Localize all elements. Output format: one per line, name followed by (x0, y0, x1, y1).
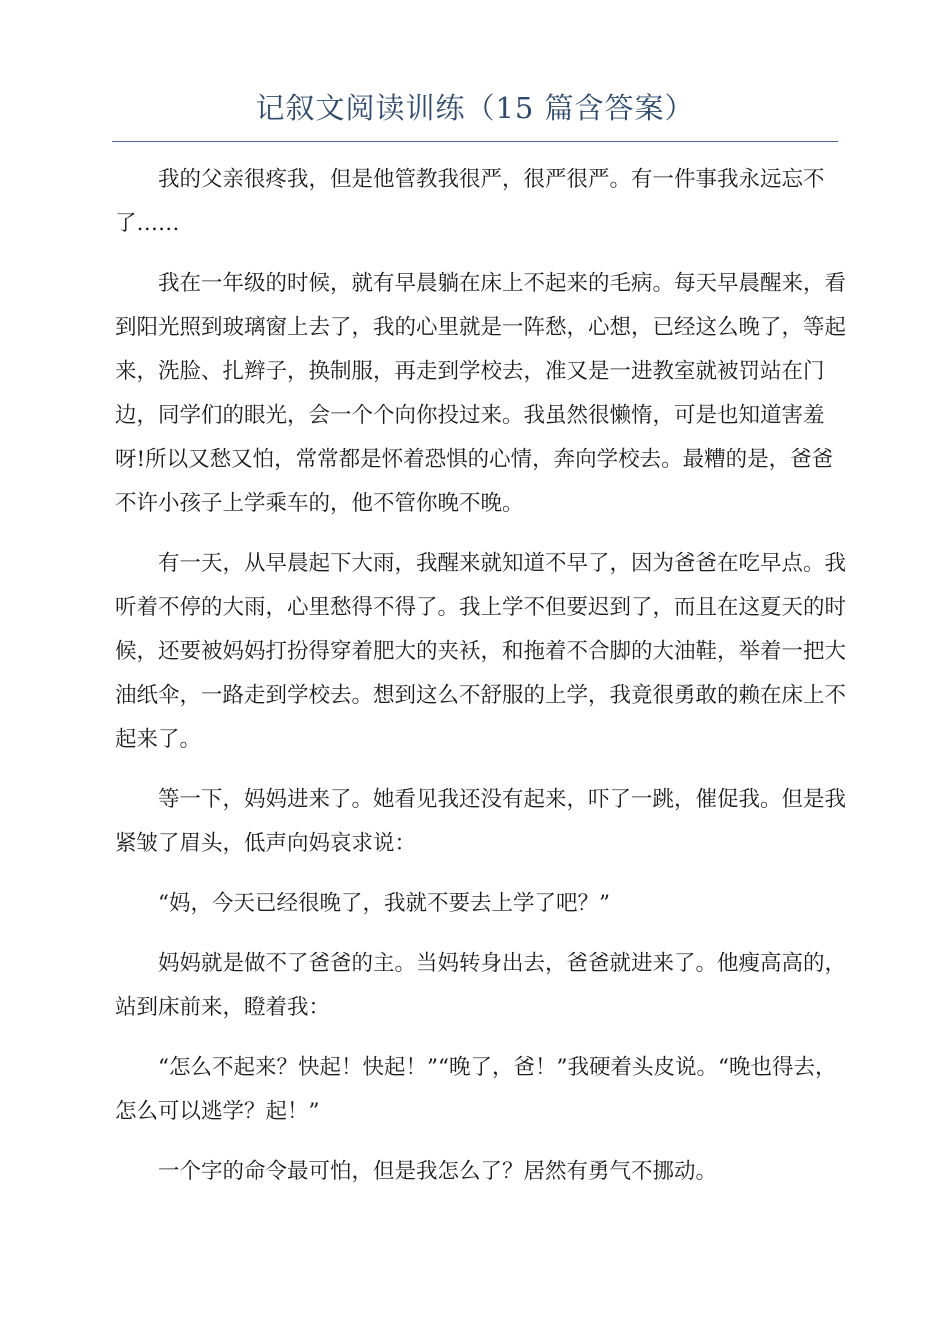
paragraph-6: 妈妈就是做不了爸爸的主。当妈转身出去，爸爸就进来了。他瘦高高的，站到床前来，瞪着我： (115, 951, 847, 1020)
paragraph-5: “妈，今天已经很晚了，我就不要去上学了吧？” (158, 891, 610, 916)
document-body (115, 158, 853, 1210)
paragraph-3: 有一天，从早晨起下大雨，我醒来就知道不早了，因为爸爸在吃早点。我听着不停的大雨，心里愁得不得了。我上学不但要迟到了，而且在这夏天的时候，还要被妈妈打扮得穿着肥大的夹袄，和拖着不合脚的大油鞋，举着一把大油纸伞，一路走到学校去。想到这么不舒服的上学，我竟很勇敢的赖在床上不起来了。 (115, 551, 847, 752)
paragraph-8: 一个字的命令最可怕，但是我怎么了？居然有勇气不挪动。 (158, 1159, 718, 1184)
paragraph-2: 我在一年级的时候，就有早晨躺在床上不起来的毛病。每天早晨醒来，看到阳光照到玻璃窗上去了，我的心里就是一阵愁，心想，已经这么晚了，等起来，洗脸、扎辫子，换制服，再走到学校去，准又是一进教室就被罚站在门边，同学们的眼光，会一个个向你投过来。我虽然很懒惰，可是也知道害羞呀!所以又愁又怕，常常都是怀着恐惧的心情，奔向学校去。最糟的是，爸爸不许小孩子上学乘车的，他不管你晚不晚。 (115, 271, 847, 516)
document-title: 记叙文阅读训练（15 篇含答案） (255, 91, 695, 125)
paragraph-4: 等一下，妈妈进来了。她看见我还没有起来，吓了一跳，催促我。但是我紧皱了眉头，低声向妈哀求说： (115, 787, 847, 856)
paragraph-7: “怎么不起来？快起！快起！”“晚了，爸！”我硬着头皮说。“晚也得去，怎么可以逃学？起！” (115, 1055, 837, 1124)
title-divider (112, 141, 838, 142)
paragraph-1: 我的父亲很疼我，但是他管教我很严，很严很严。有一件事我永远忘不了…… (115, 167, 825, 236)
